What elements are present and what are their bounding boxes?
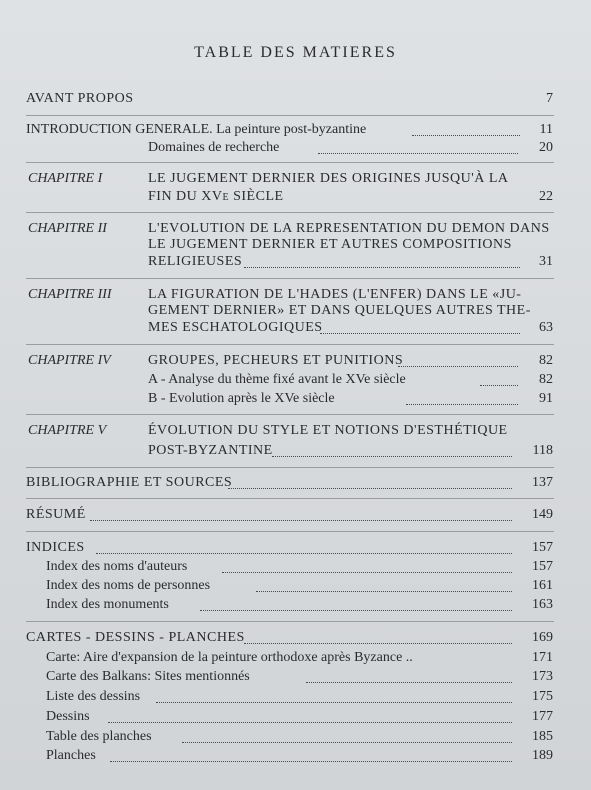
- chapter-title-line: GROUPES, PECHEURS ET PUNITIONS: [148, 353, 404, 368]
- toc-entry-text: Domaines de recherche: [148, 140, 280, 155]
- toc-page-number: 31: [539, 254, 553, 269]
- divider: [26, 162, 554, 163]
- dot-leader: [108, 721, 512, 723]
- chapter-title-line: GEMENT DERNIER» ET DANS QUELQUES AUTRES THE-: [148, 303, 531, 318]
- divider: [26, 212, 554, 213]
- divider: [26, 115, 554, 116]
- toc-page-number: 175: [532, 689, 553, 704]
- toc-page-number: 20: [539, 140, 553, 155]
- divider: [26, 498, 554, 499]
- toc-entry-text: Table des planches: [46, 729, 152, 744]
- divider: [26, 414, 554, 415]
- toc-page-number: 22: [539, 189, 553, 204]
- dot-leader: [96, 552, 512, 554]
- toc-entry-text: Planches: [46, 748, 96, 763]
- toc-page-number: 118: [532, 443, 553, 458]
- divider: [26, 531, 554, 532]
- toc-entry-text: Index des noms d'auteurs: [46, 559, 188, 574]
- dot-leader: [182, 741, 512, 743]
- toc-entry-text: RÉSUMÉ: [26, 507, 86, 522]
- dot-leader: [200, 609, 512, 611]
- toc-entry-text: Dessins: [46, 709, 90, 724]
- toc-page-number: 63: [539, 320, 553, 335]
- chapter-title-line: RELIGIEUSES: [148, 254, 243, 269]
- dot-leader: [480, 384, 518, 386]
- chapter-label: CHAPITRE I: [28, 171, 103, 186]
- chapter-title-line: ÉVOLUTION DU STYLE ET NOTIONS D'ESTHÉTIQUE: [148, 423, 508, 438]
- dot-leader: [156, 701, 512, 703]
- toc-page-number: 171: [532, 650, 553, 665]
- dot-leader: [406, 403, 518, 405]
- dot-leader: [398, 365, 518, 367]
- dot-leader: [256, 590, 512, 592]
- toc-entry-text: AVANT PROPOS: [26, 91, 134, 106]
- toc-entry-text: Liste des dessins: [46, 689, 141, 704]
- toc-entry-text: Index des monuments: [46, 597, 169, 612]
- dot-leader: [90, 519, 512, 521]
- toc-entry-text: BIBLIOGRAPHIE ET SOURCES: [26, 475, 233, 490]
- page-title: TABLE DES MATIERES: [194, 44, 397, 61]
- dot-leader: [320, 332, 520, 334]
- toc-page-number: 157: [532, 559, 553, 574]
- chapter-label: CHAPITRE IV: [28, 353, 111, 368]
- dot-leader: [110, 760, 512, 762]
- toc-page-number: 185: [532, 729, 553, 744]
- divider: [26, 621, 554, 622]
- chapter-label: CHAPITRE III: [28, 287, 112, 302]
- toc-page-number: 169: [532, 630, 553, 645]
- toc-page-number: 173: [532, 669, 553, 684]
- toc-page-number: 163: [532, 597, 553, 612]
- chapter-title-line: L'EVOLUTION DE LA REPRESENTATION DU DEMON DANS: [148, 221, 550, 236]
- toc-entry-text: B - Evolution après le XVe siècle: [148, 391, 335, 406]
- divider: [26, 344, 554, 345]
- chapter-label: CHAPITRE V: [28, 423, 107, 438]
- toc-page-number: 7: [546, 91, 553, 106]
- toc-page-number: 91: [539, 391, 553, 406]
- toc-page-number: 82: [539, 372, 553, 387]
- dot-leader: [228, 487, 512, 489]
- toc-page-number: 157: [532, 540, 553, 555]
- toc-page-number: 177: [532, 709, 553, 724]
- chapter-title-line: POST-BYZANTINE: [148, 443, 273, 458]
- chapter-title-line: LE JUGEMENT DERNIER ET AUTRES COMPOSITIONS: [148, 237, 512, 252]
- dot-leader: [272, 455, 512, 457]
- dot-leader: [318, 152, 518, 154]
- divider: [26, 467, 554, 468]
- divider: [26, 278, 554, 279]
- dot-leader: [244, 266, 520, 268]
- toc-page-number: 82: [539, 353, 553, 368]
- dot-leader: [222, 571, 512, 573]
- toc-entry-text: INDICES: [26, 540, 85, 555]
- toc-page-number: 149: [532, 507, 553, 522]
- toc-page-number: 161: [532, 578, 553, 593]
- chapter-label: CHAPITRE II: [28, 221, 107, 236]
- chapter-title-line: FIN DU XVe SIÈCLE: [148, 189, 284, 204]
- chapter-title-line: MES ESCHATOLOGIQUES: [148, 320, 323, 335]
- toc-entry-text: Carte: Aire d'expansion de la peinture orthodoxe après Byzance ..: [46, 650, 413, 665]
- chapter-title-line: LA FIGURATION DE L'HADES (L'ENFER) DANS LE «JU-: [148, 287, 522, 302]
- toc-entry-text: A - Analyse du thème fixé avant le XVe siècle: [148, 372, 406, 387]
- dot-leader: [306, 681, 512, 683]
- toc-page-number: 189: [532, 748, 553, 763]
- toc-page-number: 11: [539, 122, 553, 137]
- toc-entry-text: Index des noms de personnes: [46, 578, 211, 593]
- dot-leader: [244, 642, 512, 644]
- toc-entry-text: Carte des Balkans: Sites mentionnés: [46, 669, 250, 684]
- toc-entry-text: INTRODUCTION GENERALE. La peinture post-byzantine: [26, 122, 367, 137]
- chapter-title-line: LE JUGEMENT DERNIER DES ORIGINES JUSQU'À LA: [148, 171, 509, 186]
- toc-page-number: 137: [532, 475, 553, 490]
- toc-entry-text: CARTES - DESSINS - PLANCHES: [26, 630, 245, 645]
- dot-leader: [412, 134, 520, 136]
